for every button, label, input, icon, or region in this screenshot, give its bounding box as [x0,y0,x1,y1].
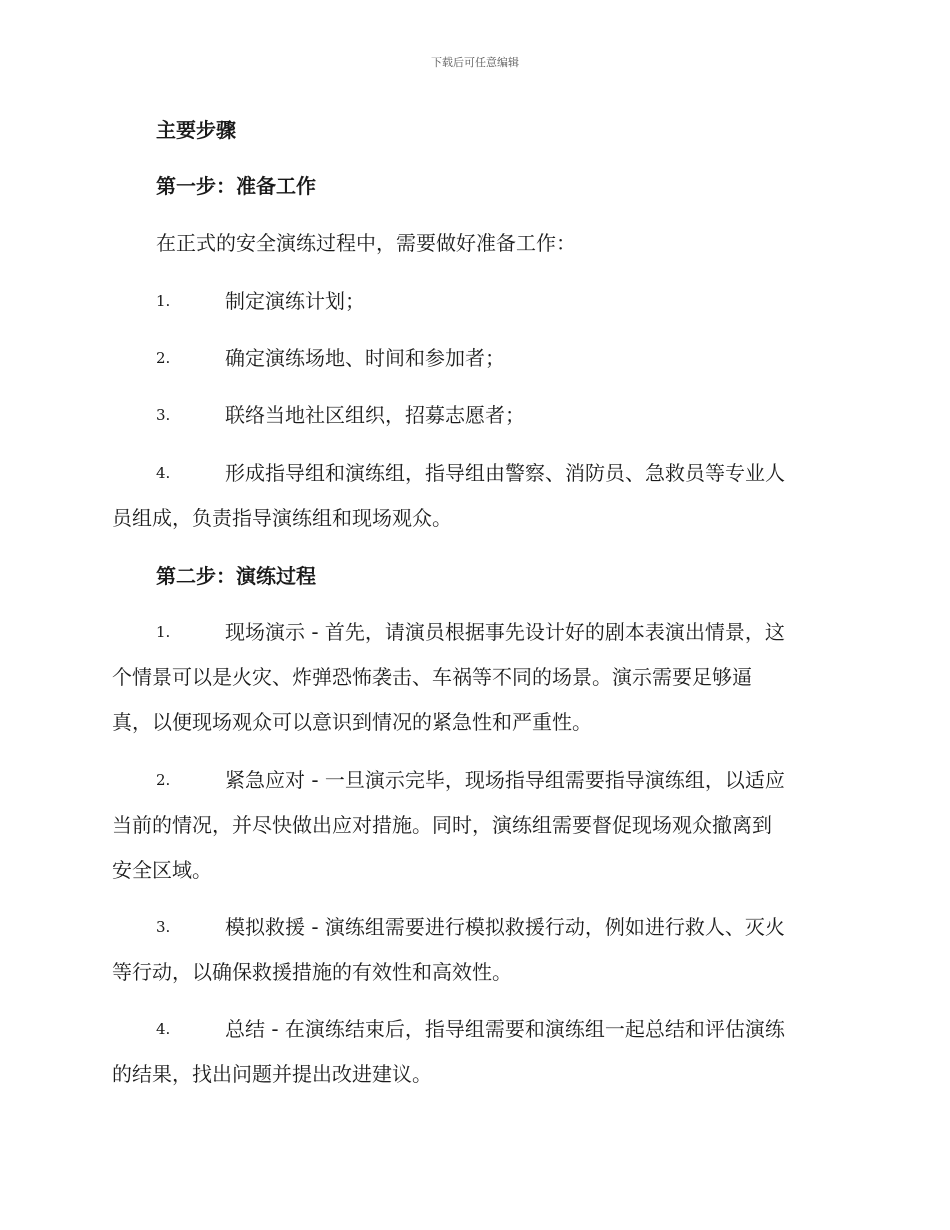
list-text-continued: 当前的情况，并尽快做出应对措施。同时，演练组需要督促现场观众撤离到 [112,813,772,837]
list-text-continued: 等行动，以确保救援措施的有效性和高效性。 [112,960,512,984]
list-text: 总结 - 在演练结束后，指导组需要和演练组一起总结和评估演练 [225,1017,785,1041]
step1-intro: 在正式的安全演练过程中，需要做好准备工作： [156,231,576,255]
list-text: 紧急应对 - 一旦演示完毕，现场指导组需要指导演练组，以适应 [225,768,785,792]
list-number: 1. [156,623,171,641]
list-number: 3. [156,918,171,936]
list-number: 4. [156,464,171,482]
list-number: 1. [156,292,171,310]
list-item [112,336,837,381]
list-text-continued: 真，以便现场观众可以意识到情况的紧急性和严重性。 [112,710,592,734]
list-text-continued: 的结果，找出问题并提出改进建议。 [112,1062,432,1086]
step1-heading: 第一步：准备工作 [156,174,316,198]
step2-heading: 第二步：演练过程 [156,564,316,588]
list-number: 4. [156,1020,171,1038]
list-text-continued: 员组成，负责指导演练组和现场观众。 [112,506,452,530]
list-item [112,610,837,745]
list-item [112,451,837,541]
list-text-continued: 安全区域。 [112,858,212,882]
list-text: 确定演练场地、时间和参加者； [225,346,505,370]
list-number: 2. [156,349,171,367]
list-text-continued: 个情景可以是火灾、炸弹恐怖袭击、车祸等不同的场景。演示需要足够逼 [112,665,752,689]
main-heading: 主要步骤 [156,118,236,142]
list-item [112,393,837,438]
list-number: 3. [156,406,171,424]
list-text: 模拟救援 - 演练组需要进行模拟救援行动，例如进行救人、灭火 [225,915,785,939]
list-text: 现场演示 - 首先，请演员根据事先设计好的剧本表演出情景，这 [225,620,785,644]
list-item [112,1007,837,1097]
header-note: 下载后可任意编辑 [431,56,519,69]
list-text: 形成指导组和演练组，指导组由警察、消防员、急救员等专业人 [225,461,785,485]
list-item [112,279,837,324]
list-text: 制定演练计划； [225,289,365,313]
list-item [112,905,837,995]
list-number: 2. [156,771,171,789]
list-item [112,758,837,893]
list-text: 联络当地社区组织，招募志愿者； [225,403,525,427]
